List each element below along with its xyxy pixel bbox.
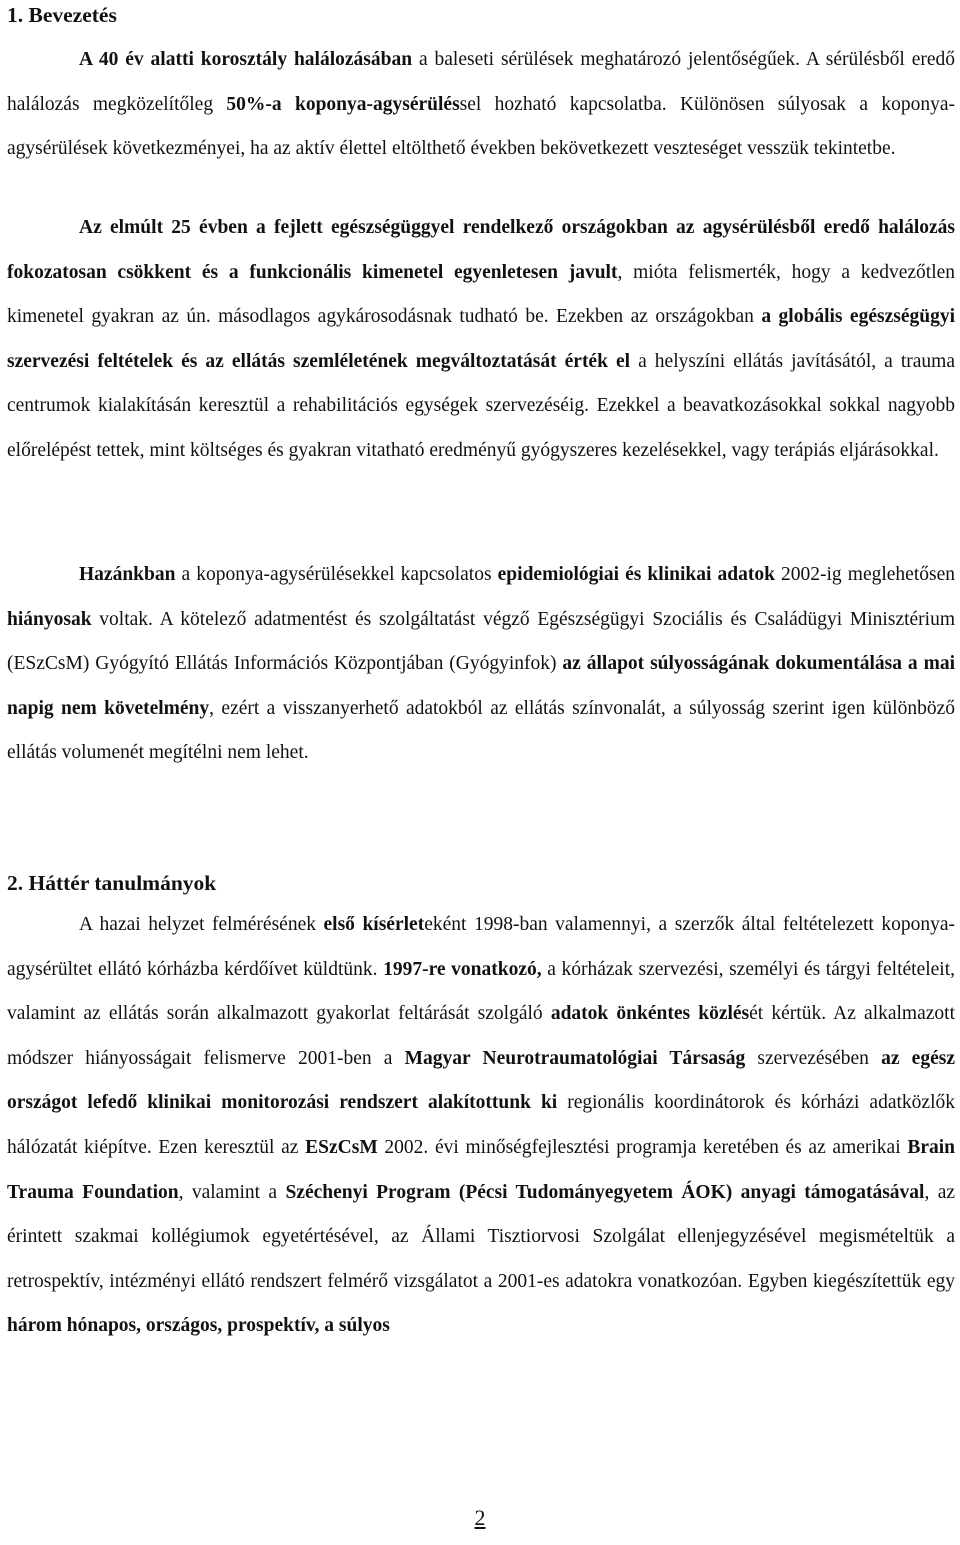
bold-text-run: ESzCsM <box>305 1136 378 1158</box>
paragraph-1 <box>7 38 955 172</box>
bold-text-run: hiányosak <box>7 608 92 630</box>
text-run: 2002-ig meglehetősen <box>774 564 955 585</box>
bold-text-run: Brain Trauma Foundation <box>7 1136 956 1203</box>
bold-text-run: Hazánkban <box>79 564 176 585</box>
bold-text-run: a globális egészségügyi szervezési feltételek és az ellátás szemléletének megváltoztatását érték el <box>7 306 955 372</box>
text-run: , ezért a visszanyerhető adatokból az ellátás színvonalát, a súlyosság szerint igen különböző ellátás volumenét megítélni nem lehet. <box>7 697 955 764</box>
bold-text-run: Széchenyi Program (Pécsi Tudományegyetem ÁOK) anyagi támogatásával <box>285 1181 925 1203</box>
text-run: a helyszíni ellátás javításától, a trauma centrumok kialakításán keresztül a rehabilitációs egységek szervezéséig. Ezekkel a beavatkozásokkal sokkal nagyobb előrelépést tettek, mint költséges és gyakran vitatható eredményű gyógyszeres kezelésekkel, vagy terápiás eljárásokkal. <box>7 350 955 461</box>
bold-text-run: Magyar Neurotraumatológiai Társaság <box>404 1047 746 1069</box>
text-run: voltak. A kötelező adatmentést és szolgáltatást végző Egészségügyi Szociális és Családügyi Minisztérium (ESzCsM) Gyógyító Ellátás Információs Központjában (Gyógyinfok) <box>7 608 955 675</box>
bold-text-run: az egész országot lefedő klinikai monitorozási rendszert alakítottunk ki <box>7 1047 955 1114</box>
text-run: sel hozható kapcsolatba. Különösen súlyosak a koponya-agysérülések következményei, ha az aktív élettel eltölthető években bekövetkezett veszteséget vesszük tekintetbe. <box>7 93 955 160</box>
bold-text-run: epidemiológiai és klinikai adatok <box>497 564 775 585</box>
text-run: a baleseti sérülések meghatározó jelentőségűek. A sérülésből eredő halálozás megközelítőleg <box>7 49 955 115</box>
bold-text-run: az állapot súlyosságának dokumentálása a mai napig nem követelmény <box>7 653 955 719</box>
page-number: 2 <box>474 1505 486 1530</box>
text-run: regionális koordinátorok és kórházi adatközlők hálózatát kiépítve. Ezen keresztül az <box>7 1092 955 1158</box>
bold-text-run: három hónapos, országos, prospektív, a súlyos <box>7 1315 390 1337</box>
paragraph-4 <box>7 903 955 1349</box>
bold-text-run: adatok önkéntes közlés <box>550 1003 750 1025</box>
bold-text-run: első kísérlet <box>323 914 425 935</box>
text-run: szervezésében <box>745 1047 882 1069</box>
bold-text-run: Az elmúlt 25 évben a fejlett egészségüggyel rendelkező országokban az agysérülésből eredő halálozás fokozatosan csökkent és a funkcionális kimenetel egyenletesen javult <box>7 217 955 283</box>
bold-text-run: A 40 év alatti korosztály halálozásában <box>79 49 413 70</box>
text-run: ét kértük. Az alkalmazott módszer hiányosságait felismerve 2001-ben a <box>7 1003 955 1069</box>
text-run: eként 1998-ban valamennyi, a szerzők által feltételezett koponya-agysérültet ellátó kórházba kérdőívet küldtünk. <box>7 914 955 980</box>
text-run: A hazai helyzet felmérésének <box>79 914 324 935</box>
bold-text-run: 50%-a koponya-agysérülés <box>226 93 460 115</box>
bold-text-run: 1997-re vonatkozó, <box>383 958 542 980</box>
text-run: , valamint a <box>178 1181 286 1203</box>
paragraph-3 <box>7 553 955 776</box>
section-heading-introduction: 1. Bevezetés <box>7 3 117 27</box>
paragraph-2 <box>7 206 955 474</box>
section-heading-background: 2. Háttér tanulmányok <box>7 871 217 895</box>
text-run: , mióta felismerték, hogy a kedvezőtlen kimenetel gyakran az ún. másodlagos agykárosodásnak tudható be. Ezekben az országokban <box>7 261 956 328</box>
text-run: a koponya-agysérülésekkel kapcsolatos <box>175 564 498 585</box>
text-run: , az érintett szakmai kollégiumok egyetértésével, az Állami Tisztiorvosi Szolgálat ellenjegyzésével megismételtük a retrospektív, intézményi ellátó rendszert felmérő vizsgálatot a 2001-es adatokra vonatkozóan. Egyben kiegészítettük egy <box>7 1181 956 1292</box>
text-run: a kórházak szervezési, személyi és tárgyi feltételeit, valamint az ellátás során alkalmazott gyakorlat feltárását szolgáló <box>7 958 956 1025</box>
text-run: 2002. évi minőségfejlesztési programja keretében és az amerikai <box>377 1136 908 1158</box>
